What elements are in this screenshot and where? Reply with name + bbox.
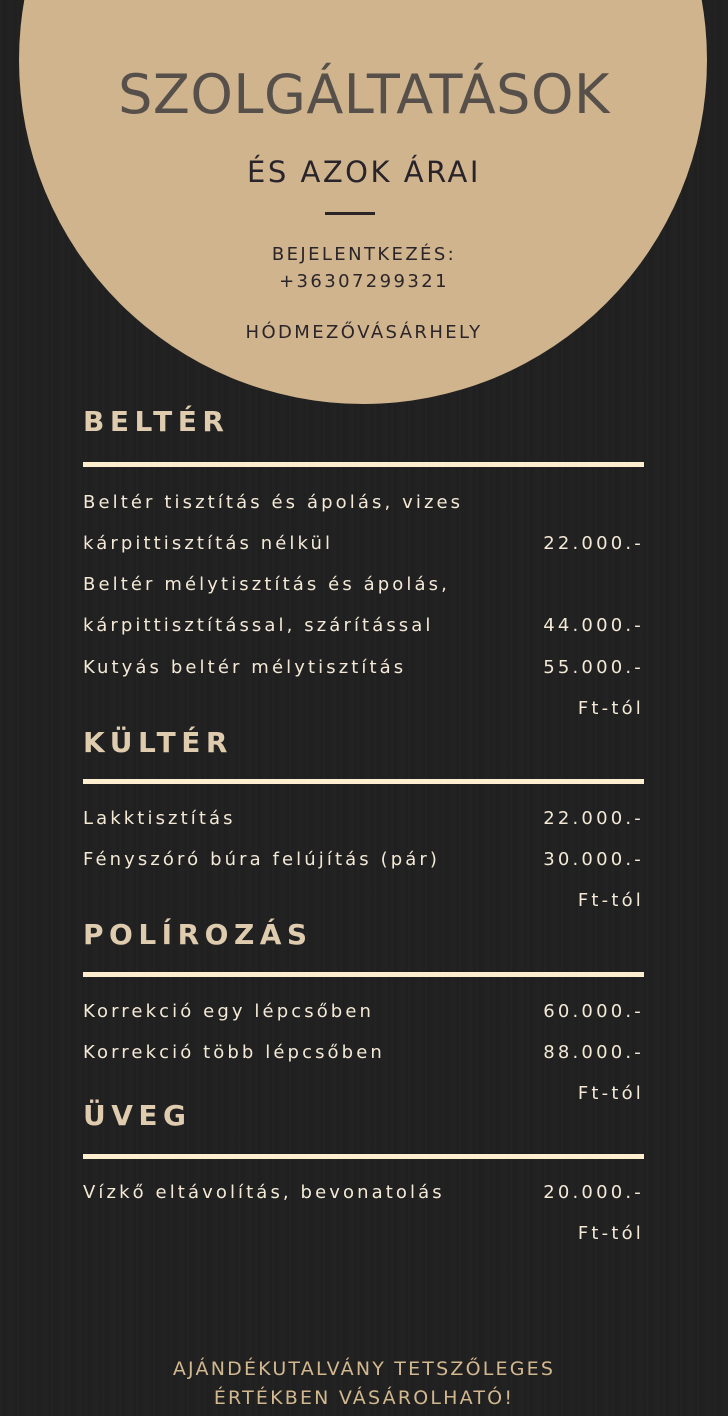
section-divider bbox=[83, 462, 644, 467]
service-item-line: Beltér mélytisztítás és ápolás, bbox=[83, 574, 450, 595]
section-heading-uveg: ÜVEG bbox=[83, 1099, 192, 1132]
booking-label: BEJELENTKEZÉS: bbox=[271, 244, 457, 265]
page-subtitle: ÉS AZOK ÁRAI bbox=[247, 155, 481, 189]
gift-voucher-note-line2: ÉRTÉKBEN VÁSÁROLHATÓ! bbox=[213, 1387, 515, 1409]
service-item-line: kárpittisztítással, szárítással bbox=[83, 615, 434, 636]
gift-voucher-note-line1: AJÁNDÉKUTALVÁNY TETSZŐLEGES bbox=[172, 1358, 556, 1380]
price-suffix: Ft-tól bbox=[577, 1223, 644, 1244]
page-title: SZOLGÁLTATÁSOK bbox=[118, 63, 610, 126]
price-suffix: Ft-tól bbox=[577, 698, 644, 719]
header-divider bbox=[325, 212, 375, 215]
service-item-line: Vízkő eltávolítás, bevonatolás bbox=[83, 1182, 445, 1203]
section-heading-kulter: KÜLTÉR bbox=[83, 726, 233, 759]
service-item-line: kárpittisztítás nélkül bbox=[83, 533, 334, 554]
service-item-line: Lakktisztítás bbox=[83, 808, 236, 829]
section-heading-polirozas: POLÍROZÁS bbox=[83, 918, 313, 951]
service-item-line: Korrekció egy lépcsőben bbox=[83, 1001, 375, 1022]
service-price: 55.000.- bbox=[543, 657, 644, 678]
price-suffix: Ft-tól bbox=[577, 890, 644, 911]
service-price: 22.000.- bbox=[543, 533, 644, 554]
city-name: HÓDMEZŐVÁSÁRHELY bbox=[245, 322, 483, 343]
service-item-line: Korrekció több lépcsőben bbox=[83, 1042, 385, 1063]
phone-number[interactable]: +36307299321 bbox=[279, 271, 449, 292]
service-item-line: Kutyás beltér mélytisztítás bbox=[83, 657, 407, 678]
service-price: 44.000.- bbox=[543, 615, 644, 636]
price-suffix: Ft-tól bbox=[577, 1083, 644, 1104]
service-price: 20.000.- bbox=[543, 1182, 644, 1203]
service-price: 30.000.- bbox=[543, 849, 644, 870]
service-item-line: Fényszóró búra felújítás (pár) bbox=[83, 849, 440, 870]
service-price: 22.000.- bbox=[543, 808, 644, 829]
section-divider bbox=[83, 972, 644, 977]
section-divider bbox=[83, 1154, 644, 1159]
section-divider bbox=[83, 779, 644, 784]
section-heading-belter: BELTÉR bbox=[83, 405, 230, 438]
service-price: 60.000.- bbox=[543, 1001, 644, 1022]
service-item-line: Beltér tisztítás és ápolás, vizes bbox=[83, 492, 464, 513]
service-price: 88.000.- bbox=[543, 1042, 644, 1063]
